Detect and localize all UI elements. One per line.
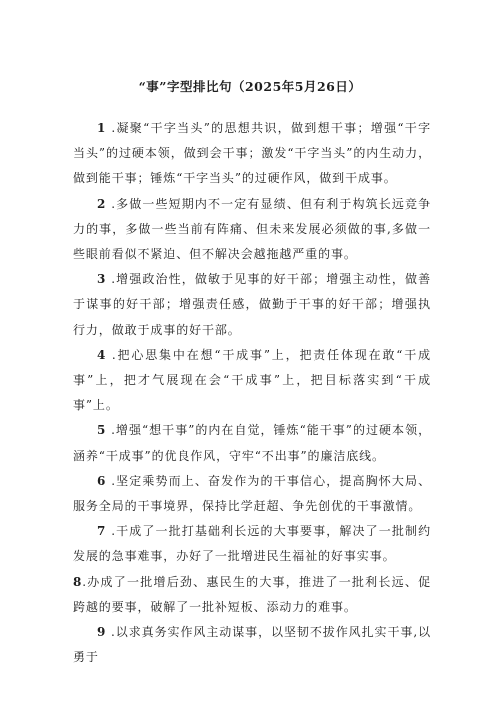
paragraph-separator: . xyxy=(106,473,116,488)
paragraph-separator: . xyxy=(106,625,116,640)
paragraph-number: 4 xyxy=(97,347,107,362)
paragraph-text: 多做一些短期内不一定有显绩、但有利于构筑长远竞争力的事，多做一些当前有阵痛、但未来发展必须做的事,多做一些眼前看似不紧迫、但不解决会越拖越严重的事。 xyxy=(73,196,431,262)
paragraph-number: 1 xyxy=(97,121,107,135)
paragraph-text: 把心思集中在想“干成事”上，把责任体现在敢“干成事”上，把才气展现在会“干成事”上，把目标落实到“干成事”上。 xyxy=(73,347,431,413)
paragraph-text: 以求真务实作风主动谋事，以坚韧不拔作风扎实干事,以勇于 xyxy=(73,625,431,665)
paragraph xyxy=(73,620,431,670)
paragraph xyxy=(73,343,431,419)
paragraph-separator: . xyxy=(106,524,116,539)
paragraph-text: 增强政治性，做敏于见事的好干部；增强主动性，做善于谋事的好干部；增强责任感，做勤于干事的好干部；增强执行力，做敢于成事的好干部。 xyxy=(73,272,431,337)
paragraph-number: 3 xyxy=(97,272,107,287)
paragraph-separator: . xyxy=(106,272,116,287)
paragraph-number: 8 xyxy=(73,574,83,589)
paragraph xyxy=(73,469,431,519)
paragraph-number: 2 xyxy=(97,196,107,211)
document-title: “事”字型排比句（2025年5月26日） xyxy=(138,79,362,94)
paragraph-number: 7 xyxy=(97,524,107,539)
paragraph xyxy=(73,519,431,569)
paragraph-separator: . xyxy=(106,196,116,211)
paragraph-text: 增强“想干事”的内在自觉，锤炼“能干事”的过硬本领，涵养“干成事”的优良作风，守牢“不出事”的廉洁底线。 xyxy=(73,423,431,463)
paragraph xyxy=(73,116,431,192)
paragraph-separator: . xyxy=(106,347,117,362)
paragraph-number: 9 xyxy=(97,625,107,640)
paragraph-separator: . xyxy=(106,121,117,135)
paragraph-text: 坚定乘势而上、奋发作为的干事信心，提高胸怀大局、服务全局的干事境界，保持比学赶超、争先创优的干事激情。 xyxy=(73,473,431,514)
paragraph-text: 干成了一批打基础利长远的大事要事，解决了一批制约发展的急事难事，办好了一批增进民生福祉的好事实事。 xyxy=(73,524,431,564)
paragraph xyxy=(73,267,431,343)
paragraph xyxy=(73,570,431,620)
document-body xyxy=(73,116,431,670)
paragraph-number: 6 xyxy=(97,473,107,488)
paragraph xyxy=(73,418,431,468)
paragraph-text: 凝聚“干字当头”的思想共识，做到想干事；增强“干字当头”的过硬本领，做到会干事；激发“干字当头”的内生动力，做到能干事；锤炼“干字当头”的过硬作风，做到干成事。 xyxy=(73,121,432,186)
paragraph-text: 办成了一批增后劲、惠民生的大事，推进了一批利长远、促跨越的要事，破解了一批补短板、添动力的难事。 xyxy=(73,574,431,614)
paragraph-number: 5 xyxy=(97,423,107,438)
paragraph xyxy=(73,192,431,268)
paragraph-separator: . xyxy=(106,423,116,438)
paragraph-separator: . xyxy=(82,574,87,589)
